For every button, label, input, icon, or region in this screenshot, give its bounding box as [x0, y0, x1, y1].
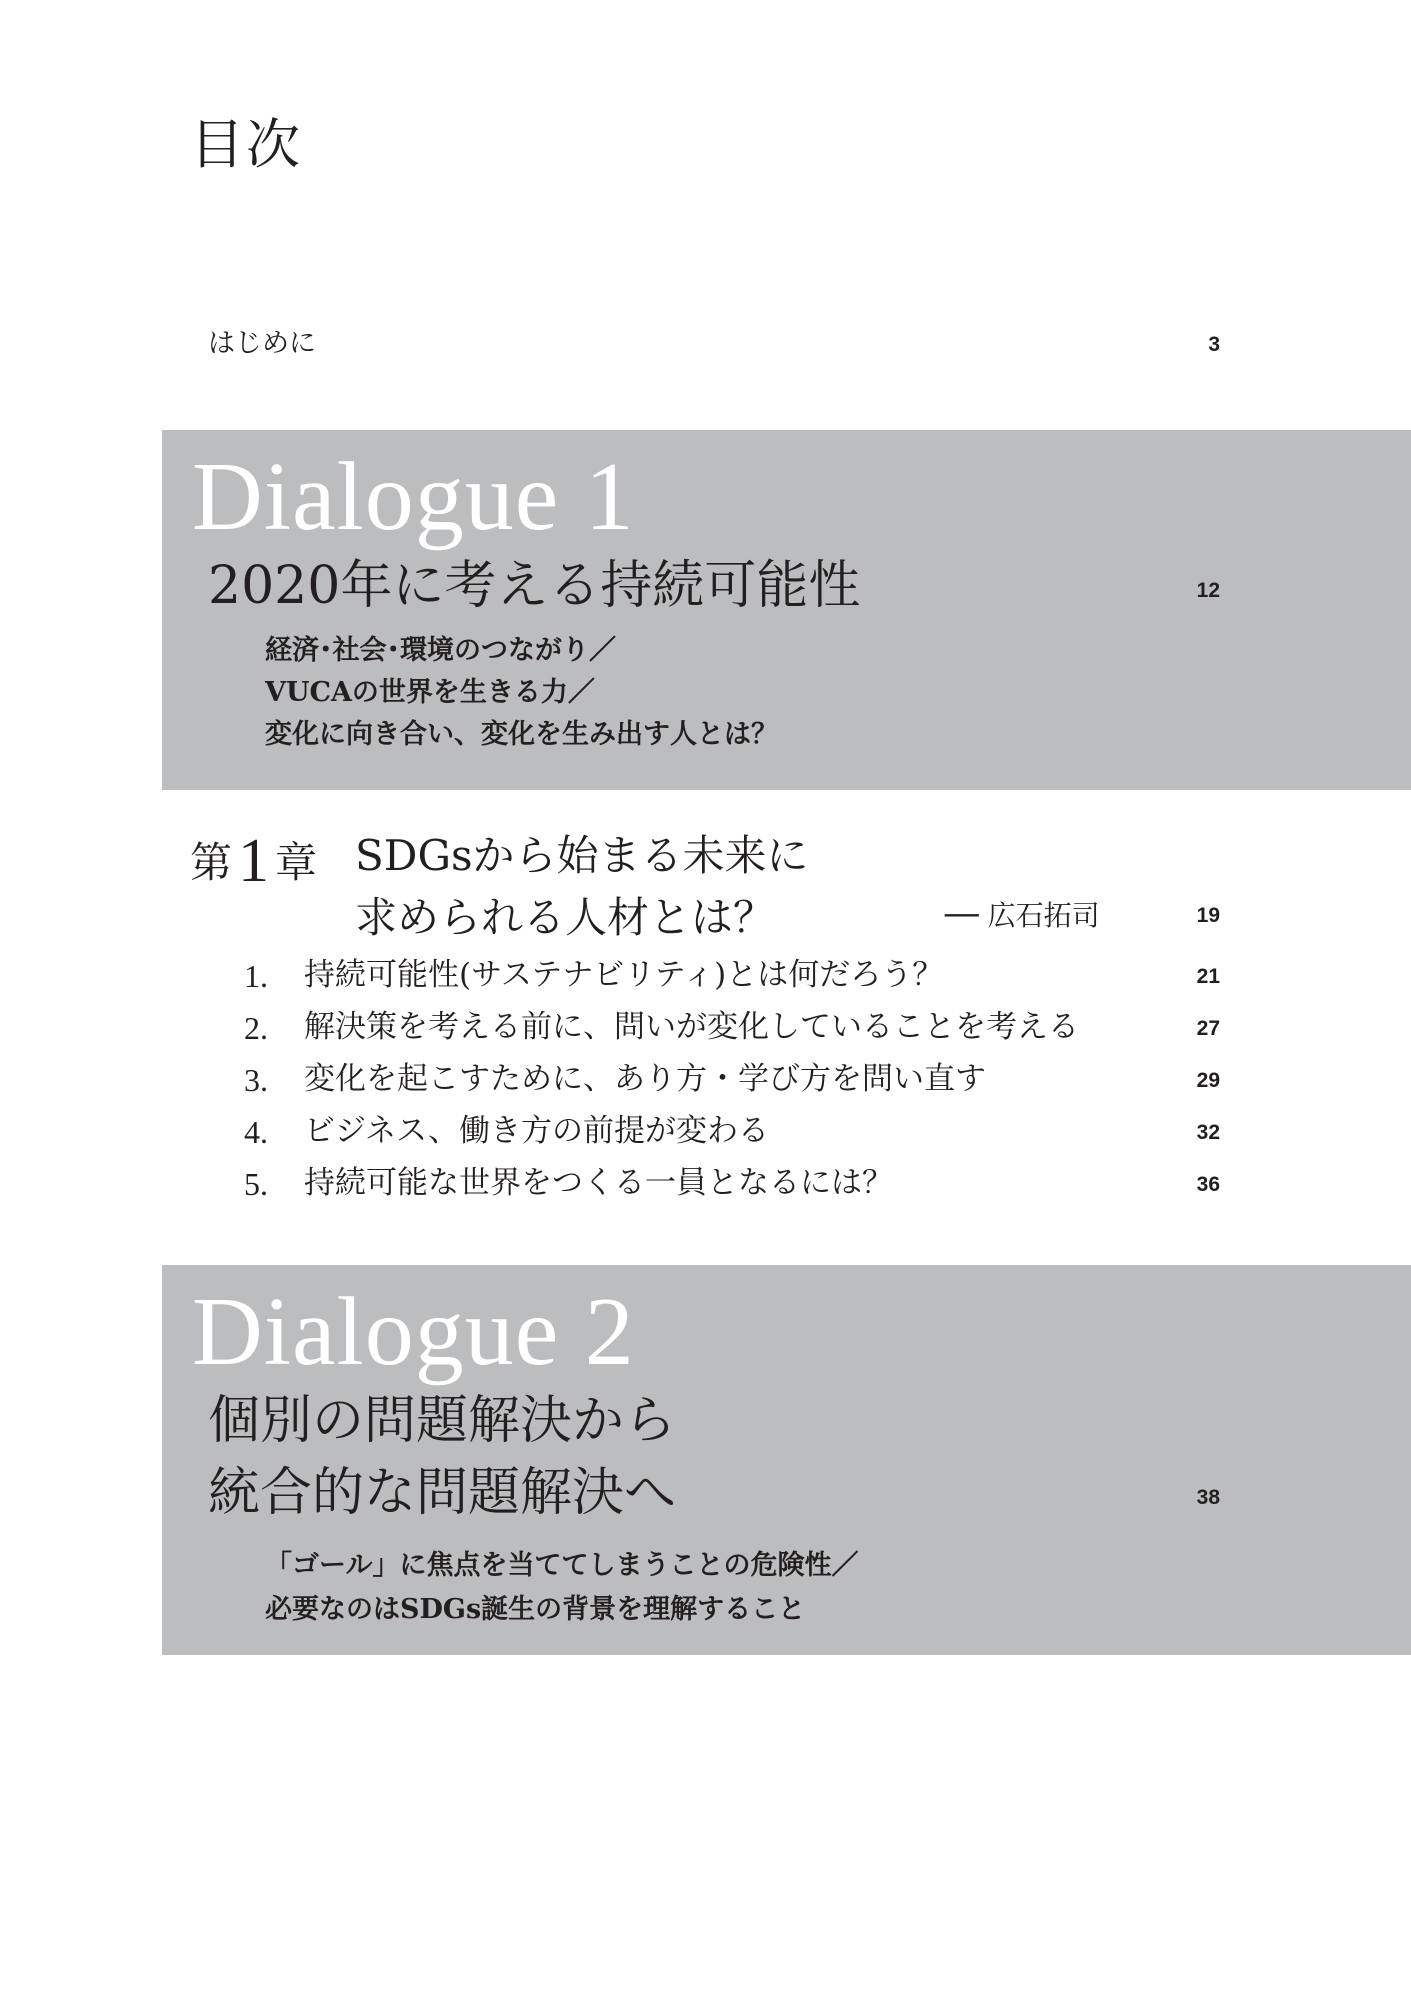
section-title[interactable]: 持続可能な世界をつくる一員となるには？ [304, 1165, 893, 1201]
dialogue-2-title: 個別の問題解決から [208, 1391, 677, 1451]
section-number: 4. [244, 1114, 268, 1150]
section-title[interactable]: ビジネス、働き方の前提が変わる [304, 1113, 769, 1149]
page-number-intro: 3 [1208, 333, 1220, 356]
section-number: 2. [244, 1010, 268, 1046]
chapter-1-title[interactable]: 求められる人材とは？ [355, 893, 776, 942]
section-page-number: 32 [1196, 1121, 1220, 1144]
chapter-1-label [190, 827, 318, 895]
chapter-1-author: ── 広石拓司 [945, 899, 1100, 932]
section-page-number: 36 [1196, 1173, 1220, 1196]
page-number-dialogue-2: 38 [1196, 1486, 1220, 1509]
dialogue-1-section[interactable] [162, 430, 1411, 790]
dialogue-1-subtitle: 変化に向き合い、変化を生み出す人とは？ [265, 719, 778, 750]
section-title[interactable]: 解決策を考える前に、問いが変化していることを考える [304, 1009, 1079, 1045]
section-number: 3. [244, 1062, 268, 1098]
section-number: 5. [244, 1166, 268, 1202]
section-number: 1. [244, 958, 268, 994]
chapter-suffix: 章 [275, 838, 318, 887]
section-title[interactable]: 変化を起こすために、あり方・学び方を問い直す [304, 1061, 986, 1097]
dialogue-2-title: 統合的な問題解決へ [208, 1463, 677, 1523]
page-number-chapter-1: 19 [1196, 904, 1220, 927]
dialogue-2-subtitle: 「ゴール」に焦点を当ててしまうことの危険性／ [265, 1550, 859, 1581]
section-title[interactable]: 持続可能性(サステナビリティ)とは何だろう？ [304, 957, 944, 993]
dialogue-2-subtitle: 必要なのはSDGs誕生の背景を理解すること [265, 1594, 806, 1625]
page-title: 目次 [190, 113, 302, 176]
section-page-number: 21 [1196, 965, 1220, 988]
dialogue-1-subtitle: 経済･社会･環境のつながり／ [265, 635, 616, 666]
dialogue-1-subtitle: VUCAの世界を生きる力／ [265, 677, 595, 708]
dialogue-1-heading: Dialogue 1 [192, 443, 635, 551]
dialogue-2-section[interactable] [162, 1265, 1411, 1655]
chapter-prefix: 第 [190, 838, 233, 887]
chapter-number: 1 [238, 827, 270, 895]
chapter-1-title[interactable]: SDGsから始まる未来に [355, 831, 809, 880]
dialogue-2-heading: Dialogue 2 [192, 1278, 635, 1386]
section-page-number: 27 [1196, 1017, 1220, 1040]
section-page-number: 29 [1196, 1069, 1220, 1092]
toc-entry-intro[interactable]: はじめに [208, 328, 316, 359]
dialogue-1-title: 2020年に考える持続可能性 [208, 556, 861, 616]
page-number-dialogue-1: 12 [1196, 579, 1220, 602]
